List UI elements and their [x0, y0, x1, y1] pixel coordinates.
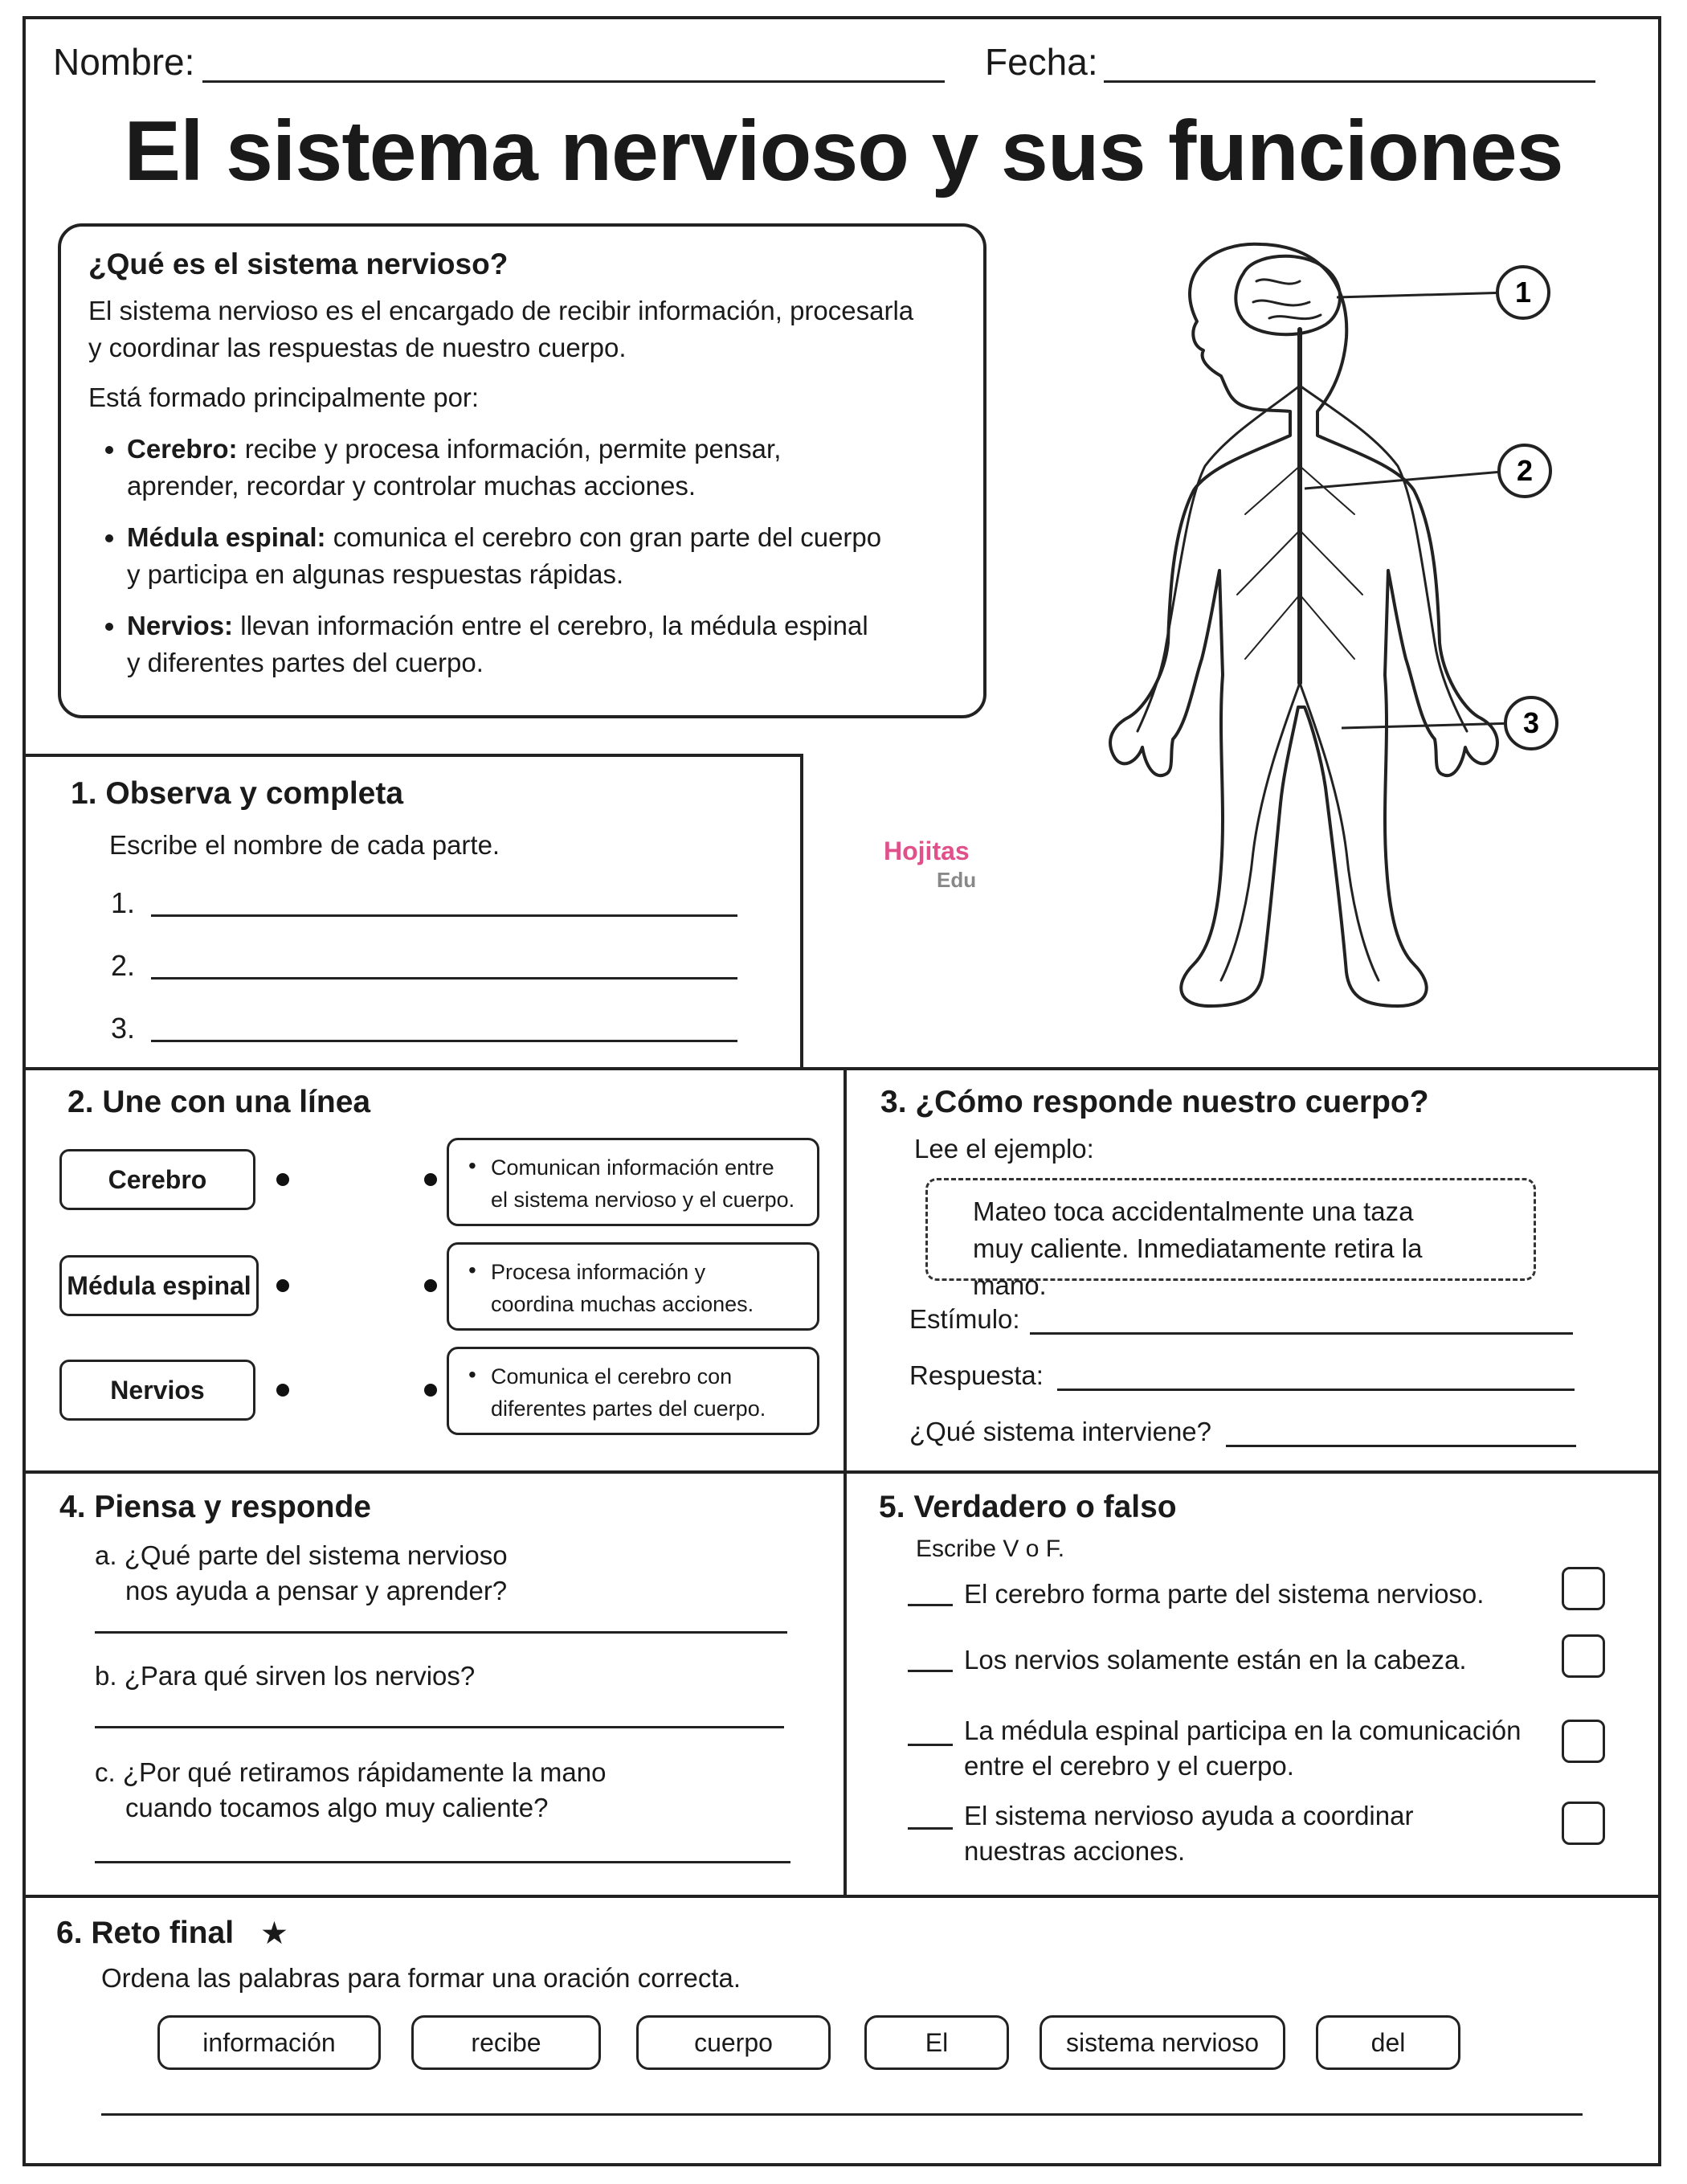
- tf-statement-4: [964, 1798, 1413, 1869]
- statement-line: entre el cerebro y el cuerpo.: [964, 1751, 1294, 1781]
- tf-checkbox[interactable]: [1562, 1802, 1605, 1845]
- question-c: [95, 1755, 606, 1826]
- answer-line-c[interactable]: [95, 1861, 790, 1863]
- brain-shape: [1236, 256, 1340, 335]
- match-text: coordina muchas acciones.: [491, 1292, 754, 1316]
- match-text: Comunican información entre: [491, 1155, 774, 1180]
- answer-line-a[interactable]: [95, 1631, 787, 1634]
- divider: [22, 1067, 1661, 1070]
- match-dot[interactable]: [276, 1279, 289, 1292]
- definition: comunica el cerebro con gran parte del cuerpo: [333, 522, 882, 552]
- term: Médula espinal:: [127, 522, 326, 552]
- tf-checkbox[interactable]: [1562, 1720, 1605, 1763]
- word-tile[interactable]: sistema nervioso: [1040, 2015, 1285, 2070]
- callout-arrows: [1305, 292, 1515, 728]
- name-field[interactable]: [202, 80, 945, 83]
- tf-checkbox[interactable]: [1562, 1567, 1605, 1610]
- question-line: a. ¿Qué parte del sistema nervioso: [95, 1540, 508, 1570]
- system-label: ¿Qué sistema interviene?: [909, 1417, 1212, 1446]
- intro-paragraph-2: Está formado principalmente por:: [88, 382, 480, 412]
- section-1-title: 1. Observa y completa: [71, 776, 404, 811]
- match-dot[interactable]: [276, 1384, 289, 1397]
- vertical-divider: [844, 1069, 847, 1898]
- section-3-title: 3. ¿Cómo responde nuestro cuerpo?: [880, 1085, 1429, 1119]
- definition: llevan información entre el cerebro, la médula espinal: [240, 611, 868, 640]
- word-tile[interactable]: recibe: [411, 2015, 601, 2070]
- definition: aprender, recordar y controlar muchas acciones.: [127, 471, 696, 501]
- callout-1: 1: [1514, 276, 1532, 309]
- item-number: 3.: [111, 1012, 136, 1045]
- intro-line: y coordinar las respuestas de nuestro cuerpo.: [88, 333, 627, 362]
- sentence-answer-line[interactable]: [101, 2113, 1583, 2116]
- match-text: Comunica el cerebro con: [491, 1364, 733, 1389]
- word-tile[interactable]: cuerpo: [636, 2015, 831, 2070]
- match-dot[interactable]: [276, 1173, 289, 1186]
- callout-3: 3: [1522, 706, 1540, 739]
- statement-line: nuestras acciones.: [964, 1836, 1186, 1866]
- tf-blank[interactable]: [908, 1670, 953, 1672]
- intro-list: [88, 431, 956, 681]
- section-3-instruction: Lee el ejemplo:: [914, 1134, 1094, 1164]
- date-label: Fecha:: [985, 41, 1098, 83]
- divider: [22, 1470, 1661, 1474]
- intro-line: El sistema nervioso es el encargado de recibir información, procesarla: [88, 296, 914, 325]
- match-text: Procesa información y: [491, 1260, 706, 1284]
- match-dot[interactable]: [424, 1173, 437, 1186]
- definition: y diferentes partes del cuerpo.: [127, 648, 484, 677]
- match-text: el sistema nervioso y el cuerpo.: [491, 1188, 795, 1212]
- item-number: 2.: [111, 949, 136, 982]
- match-left-medula: Médula espinal: [59, 1255, 259, 1316]
- example-box: [925, 1178, 1536, 1300]
- word-tile[interactable]: información: [157, 2015, 381, 2070]
- tf-statement-3: [964, 1713, 1521, 1784]
- tf-statement-1: El cerebro forma parte del sistema nervioso.: [964, 1579, 1485, 1609]
- hojitas-logo: [884, 837, 976, 894]
- word-tile[interactable]: El: [864, 2015, 1009, 2070]
- answer-line-3[interactable]: [151, 1040, 737, 1042]
- tf-blank[interactable]: [908, 1827, 953, 1830]
- tf-checkbox[interactable]: [1562, 1634, 1605, 1678]
- match-right-2: [447, 1242, 819, 1331]
- definition: y participa en algunas respuestas rápidas.: [127, 559, 624, 589]
- match-right-1: [447, 1138, 819, 1226]
- match-right-3: [447, 1347, 819, 1435]
- answer-line-1[interactable]: [151, 914, 737, 917]
- tf-blank[interactable]: [908, 1744, 953, 1746]
- section-2-title: 2. Une con una línea: [67, 1085, 371, 1119]
- page-title: El sistema nervioso y sus funciones: [124, 104, 1563, 198]
- section-1-instruction: Escribe el nombre de cada parte.: [109, 830, 500, 860]
- question-b: b. ¿Para qué sirven los nervios?: [95, 1661, 476, 1691]
- answer-line-b[interactable]: [95, 1726, 784, 1728]
- section-5-title: 5. Verdadero o falso: [879, 1490, 1177, 1524]
- response-label: Respuesta:: [909, 1360, 1044, 1390]
- statement-line: El sistema nervioso ayuda a coordinar: [964, 1801, 1414, 1830]
- item-number: 1.: [111, 886, 136, 919]
- example-text: Mateo toca accidentalmente una taza: [973, 1196, 1414, 1226]
- definition: recibe y procesa información, permite pensar,: [244, 434, 782, 464]
- response-field[interactable]: [1057, 1389, 1575, 1391]
- section-4-title: 4. Piensa y responde: [59, 1490, 372, 1524]
- statement-line: La médula espinal participa en la comunicación: [964, 1716, 1522, 1745]
- answer-line-2[interactable]: [151, 977, 737, 980]
- stimulus-field[interactable]: [1030, 1332, 1573, 1335]
- question-a: [95, 1538, 508, 1609]
- star-icon: ★: [260, 1916, 288, 1951]
- section-5-instruction: Escribe V o F.: [916, 1536, 1065, 1562]
- date-field[interactable]: [1104, 80, 1595, 83]
- list-item: [127, 607, 956, 681]
- term: Cerebro:: [127, 434, 238, 464]
- logo-word: Hojitas: [884, 836, 970, 865]
- match-left-cerebro: Cerebro: [59, 1149, 255, 1210]
- tf-blank[interactable]: [908, 1604, 953, 1606]
- example-text: muy caliente. Inmediatamente retira la mano.: [973, 1233, 1423, 1300]
- name-label: Nombre:: [53, 41, 195, 83]
- body-outline: [1110, 244, 1497, 1006]
- list-item: [127, 519, 956, 593]
- term: Nervios:: [127, 611, 234, 640]
- nervous-system-diagram: [980, 225, 1591, 1045]
- section-6-title: 6. Reto final: [56, 1916, 235, 1950]
- callout-circles: [1497, 267, 1557, 749]
- tf-statement-2: Los nervios solamente están en la cabeza.: [964, 1645, 1467, 1675]
- section-6-instruction: Ordena las palabras para formar una oración correcta.: [101, 1963, 741, 1993]
- stimulus-label: Estímulo:: [909, 1304, 1020, 1334]
- callout-2: 2: [1516, 454, 1534, 487]
- intro-heading: ¿Qué es el sistema nervioso?: [88, 247, 509, 280]
- logo-sub: Edu: [937, 868, 977, 892]
- list-item: [127, 431, 956, 505]
- system-field[interactable]: [1226, 1445, 1576, 1447]
- match-dot[interactable]: [424, 1279, 437, 1292]
- word-tile[interactable]: del: [1316, 2015, 1460, 2070]
- intro-paragraph: [88, 292, 956, 366]
- question-line: cuando tocamos algo muy caliente?: [125, 1793, 549, 1822]
- match-left-nervios: Nervios: [59, 1360, 255, 1421]
- match-dot[interactable]: [424, 1384, 437, 1397]
- question-line: c. ¿Por qué retiramos rápidamente la mano: [95, 1757, 607, 1787]
- match-text: diferentes partes del cuerpo.: [491, 1397, 766, 1421]
- divider: [22, 1895, 1661, 1898]
- intro-box: [58, 223, 986, 718]
- question-line: nos ayuda a pensar y aprender?: [125, 1576, 508, 1605]
